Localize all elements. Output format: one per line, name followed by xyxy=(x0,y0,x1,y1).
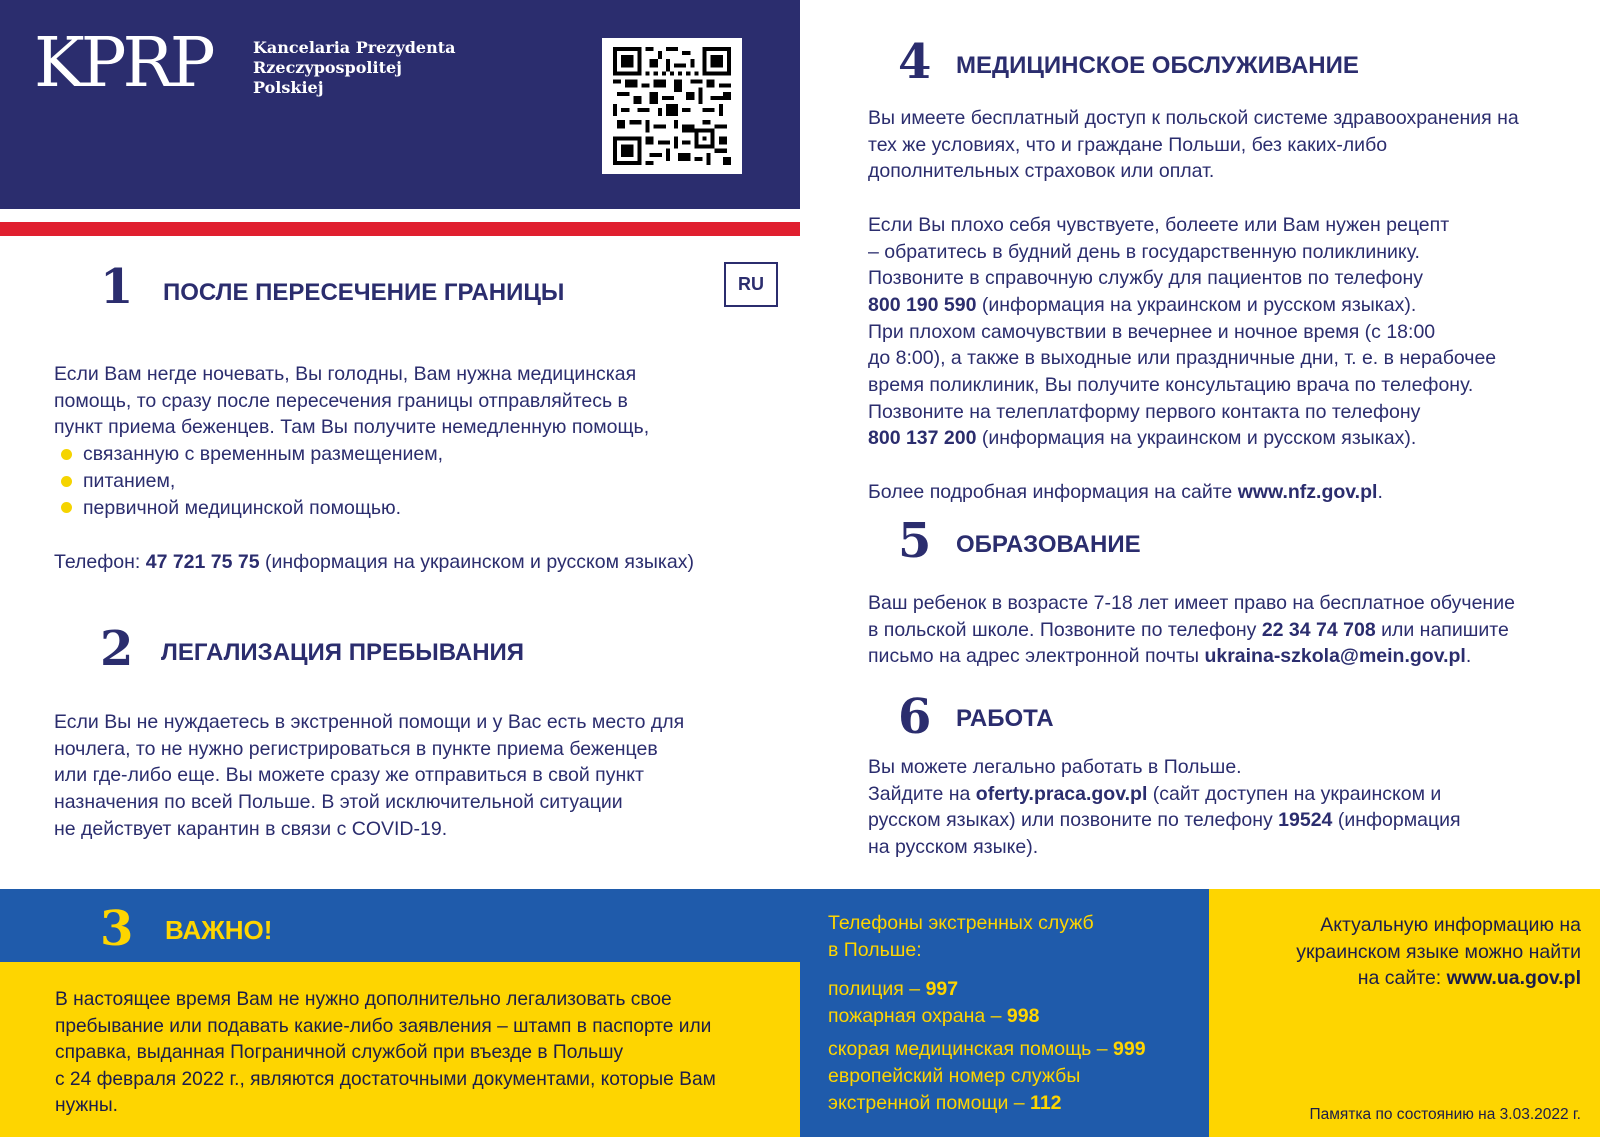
section-1-body xyxy=(54,361,649,521)
phone-number: 800 190 590 xyxy=(868,293,977,316)
qr-code-graphic xyxy=(611,47,733,165)
text-line: украинском языке можно найти xyxy=(1296,940,1581,963)
text-line: При плохом самочувствии в вечернее и ночное время (с 18:00 xyxy=(868,320,1436,343)
section-number: 3 xyxy=(100,901,134,957)
service-label: пожарная охрана – xyxy=(828,1005,1007,1027)
list-item xyxy=(54,441,649,468)
phone-number: 19524 xyxy=(1278,809,1333,832)
section-3-body xyxy=(55,987,716,1120)
bullet-icon xyxy=(61,449,72,460)
language-badge: RU xyxy=(724,262,778,307)
emergency-heading: в Польше: xyxy=(828,939,922,961)
list-item xyxy=(54,468,649,495)
text-line: Если Вам негде ночевать, Вы голодны, Вам нужна медицинская xyxy=(54,363,637,385)
emergency-numbers xyxy=(828,910,1146,1117)
service-label: экстренной помощи – xyxy=(828,1092,1031,1114)
emergency-heading: Телефоны экстренных служб xyxy=(828,912,1094,934)
section-2-body xyxy=(54,709,684,843)
ambulance-number: 999 xyxy=(1113,1038,1146,1060)
text-segment: (информация xyxy=(1332,809,1461,832)
text-line: – обратитесь в будний день в государственную поликлинику. xyxy=(868,240,1420,263)
text-line: пункт приема беженцев. Там Вы получите немедленную помощь, xyxy=(54,416,650,439)
text-line: время поликлиник, Вы получите консультацию врача по телефону. xyxy=(868,374,1474,397)
ua-gov-link[interactable]: www.ua.gov.pl xyxy=(1446,967,1581,989)
section-number: 5 xyxy=(898,513,932,569)
section-title: ОБРАЗОВАНИЕ xyxy=(956,531,1141,558)
bullet-icon xyxy=(61,476,72,487)
section-number: 1 xyxy=(100,259,134,315)
section-title: ВАЖНО! xyxy=(165,915,273,945)
kprp-logo: KPRP xyxy=(34,24,212,103)
phone-note: (информация на украинском и русском языках). xyxy=(976,293,1417,316)
text-segment: Зайдите на xyxy=(868,782,976,805)
text-line: не действует карантин в связи с COVID-19. xyxy=(54,817,448,840)
service-label: европейский номер службы xyxy=(828,1065,1081,1087)
phone-number: 47 721 75 75 xyxy=(145,551,260,573)
section-number: 6 xyxy=(898,689,932,745)
qr-code[interactable] xyxy=(602,38,742,174)
list-item-text: связанную с временным размещением, xyxy=(83,443,444,466)
bullet-icon xyxy=(61,502,72,513)
text-line: с 24 февраля 2022 г., являются достаточными документами, которые Вам xyxy=(55,1068,716,1090)
text-segment: (сайт доступен на украинском и xyxy=(1147,782,1442,805)
text-line: Позвоните на телеплатформу первого контакта по телефону xyxy=(868,400,1421,423)
service-label: полиция – xyxy=(828,978,926,1000)
more-info-label: Более подробная информация на сайте xyxy=(868,480,1238,503)
text-line: Вы можете легально работать в Польше. xyxy=(868,756,1242,778)
text-segment: русском языках) или позвоните по телефону xyxy=(868,809,1279,832)
list-item xyxy=(54,495,649,522)
text-line: помощь, то сразу после пересечения границы отправляйтесь в xyxy=(54,389,628,412)
text-line: нужны. xyxy=(55,1095,118,1116)
praca-link[interactable]: oferty.praca.gov.pl xyxy=(975,782,1148,805)
police-number: 997 xyxy=(925,978,959,1000)
org-name xyxy=(253,38,456,98)
phone-note: (информация на украинском и русском языках). xyxy=(976,427,1417,450)
section-title: РАБОТА xyxy=(956,705,1054,732)
footnote: Памятка по состоянию на 3.03.2022 г. xyxy=(1309,1106,1581,1123)
text-line: или где-либо еще. Вы можете сразу же отправиться в свой пункт xyxy=(54,764,644,787)
flag-stripe xyxy=(0,222,800,236)
section-title: ЛЕГАЛИЗАЦИЯ ПРЕБЫВАНИЯ xyxy=(161,639,525,666)
phone-number: 22 34 74 708 xyxy=(1261,618,1376,641)
nfz-link[interactable]: www.nfz.gov.pl xyxy=(1237,480,1378,503)
section-5-body xyxy=(868,590,1515,670)
text-line: Если Вы не нуждаетесь в экстренной помощи и у Вас есть место для xyxy=(54,711,685,733)
phone-note: (информация на украинском и русском языках) xyxy=(259,551,694,573)
phone-number: 800 137 200 xyxy=(868,427,977,450)
text-line: Вы имеете бесплатный доступ к польской системе здравоохранения на xyxy=(868,107,1519,129)
text-segment: письмо на адрес электронной почты xyxy=(868,645,1205,668)
service-label: скорая медицинская помощь – xyxy=(828,1038,1114,1060)
text-segment: на сайте: xyxy=(1357,967,1447,989)
hotline xyxy=(54,549,694,576)
text-line: до 8:00), а также в выходные или праздничные дни, т. е. в нерабочее xyxy=(868,347,1497,370)
org-name-line: Rzeczypospolitej xyxy=(253,58,402,77)
section-title: ПОСЛЕ ПЕРЕСЕЧЕНИЕ ГРАНИЦЫ xyxy=(163,279,565,306)
list-item-text: первичной медицинской помощью. xyxy=(83,496,402,519)
fire-number: 998 xyxy=(1006,1005,1040,1027)
email-link[interactable]: ukraina-szkola@mein.gov.pl xyxy=(1204,645,1466,668)
org-name-line: Kancelaria Prezydenta xyxy=(253,38,456,57)
org-name-line: Polskiej xyxy=(253,78,324,97)
punctuation: . xyxy=(1465,645,1472,668)
eu-emergency-number: 112 xyxy=(1030,1092,1062,1114)
section-4-body xyxy=(868,105,1519,506)
text-line: на русском языке). xyxy=(868,836,1039,859)
section-number: 4 xyxy=(898,34,932,90)
phone-label: Телефон: xyxy=(54,551,146,573)
text-line: Если Вы плохо себя чувствуете, болеете или Вам нужен рецепт xyxy=(868,213,1450,236)
text-segment: в польской школе. Позвоните по телефону xyxy=(868,618,1262,641)
text-line: назначения по всей Польше. В этой исключительной ситуации xyxy=(54,791,623,814)
section-6-body xyxy=(868,754,1461,861)
punctuation: . xyxy=(1377,480,1383,503)
text-line: Актуальную информацию на xyxy=(1320,914,1581,936)
text-line: ночлега, то не нужно регистрироваться в пункте приема беженцев xyxy=(54,737,658,760)
text-line: дополнительных страховок или оплат. xyxy=(868,160,1215,183)
section-title: МЕДИЦИНСКОЕ ОБСЛУЖИВАНИЕ xyxy=(956,52,1359,79)
text-segment: или напишите xyxy=(1375,618,1509,641)
text-line: справка, выданная Пограничной службой при въезде в Польшу xyxy=(55,1042,624,1063)
text-line: Ваш ребенок в возрасте 7-18 лет имеет право на бесплатное обучение xyxy=(868,592,1515,614)
text-line: пребывание или подавать какие-либо заявления – штамп в паспорте или xyxy=(55,1015,712,1037)
text-line: Позвоните в справочную службу для пациентов по телефону xyxy=(868,267,1424,290)
text-line: В настоящее время Вам не нужно дополнительно легализовать свое xyxy=(55,989,672,1010)
list-item-text: питанием, xyxy=(83,469,176,492)
text-line: тех же условиях, что и граждане Польши, без каких-либо xyxy=(868,133,1388,156)
section-number: 2 xyxy=(100,621,134,677)
ua-info xyxy=(1220,912,1581,992)
